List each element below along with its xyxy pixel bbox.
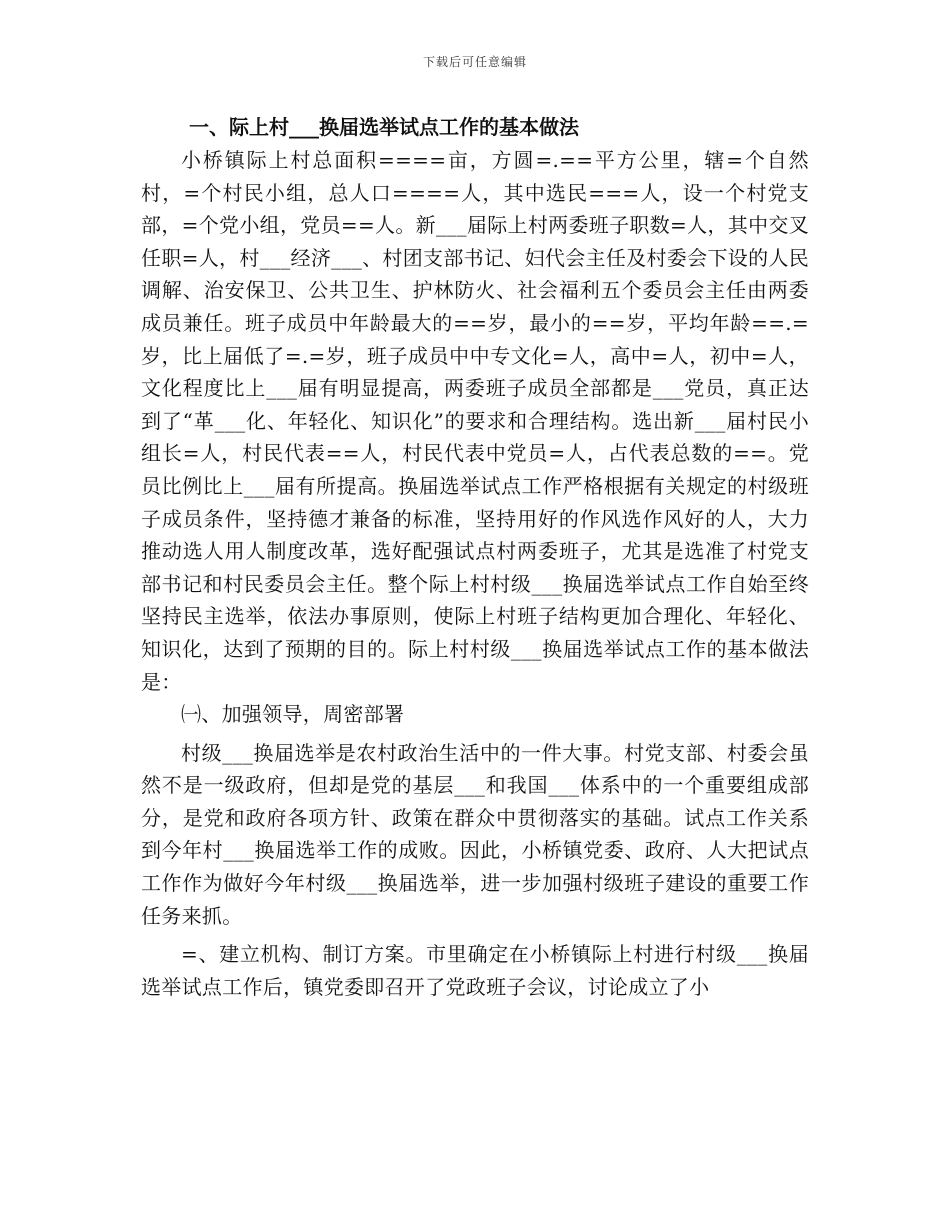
paragraph-overview: 小桥镇际上村总面积====亩，方圆=.==平方公里，辖=个自然村，=个村民小组，总人口====人，其中选民===人，设一个村党支部，=个党小组，党员==人。新___届际上村两委班子职数=人，其中交叉任职=人，村___经济___、村团支部书记、妇代会主任及村委会下设的人民调解、治安保卫、公共卫生、护林防火、社会福利五个委员会主任由两委成员兼任。班子成员中年龄最大的==岁，最小的==岁，平均年龄==.=岁，比上届低了=.=岁，班子成员中中专文化=人，高中=人，初中=人，文化程度比上___届有明显提高，两委班子成员全部都是___党员，真正达到了“革___化、年轻化、知识化”的要求和合理结构。选出新___届村民小组长=人，村民代表==人，村民代表中党员=人，占代表总数的==。党员比例比上___届有所提高。换届选举试点工作严格根据有关规定的村级班子成员条件，坚持德才兼备的标准，坚持用好的作风选作风好的人，大力推动选人用人制度改革，选好配强试点村两委班子，尤其是选准了村党支部书记和村民委员会主任。整个际上村村级___换届选举试点工作自始至终坚持民主选举，依法办事原则，使际上村班子结构更加合理化、年轻化、知识化，达到了预期的目的。际上村村级___换届选举试点工作的基本做法是： bbox=[141, 148, 809, 694]
page-header-note: 下载后可任意编辑 bbox=[422, 55, 527, 69]
paragraph-importance: 村级___换届选举是农村政治生活中的一件大事。村党支部、村委会虽然不是一级政府，但却是党的基层___和我国___体系中的一个重要组成部分，是党和政府各项方针、政策在群众中贯彻落实的基础。试点工作关系到今年村___换届选举工作的成败。因此，小桥镇党委、政府、人大把试点工作作为做好今年村级___换届选举，进一步加强村级班子建设的重要工作任务来抓。 bbox=[141, 740, 809, 928]
section-heading: 一、际上村___换届选举试点工作的基本做法 bbox=[189, 115, 579, 139]
document-body bbox=[141, 110, 809, 1003]
subheading-leadership: ㈠、加强领导，周密部署 bbox=[181, 702, 405, 727]
paragraph-organization: =、建立机构、制订方案。市里确定在小桥镇际上村进行村级___换届选举试点工作后，镇党委即召开了党政班子会议，讨论成立了小 bbox=[141, 942, 809, 999]
